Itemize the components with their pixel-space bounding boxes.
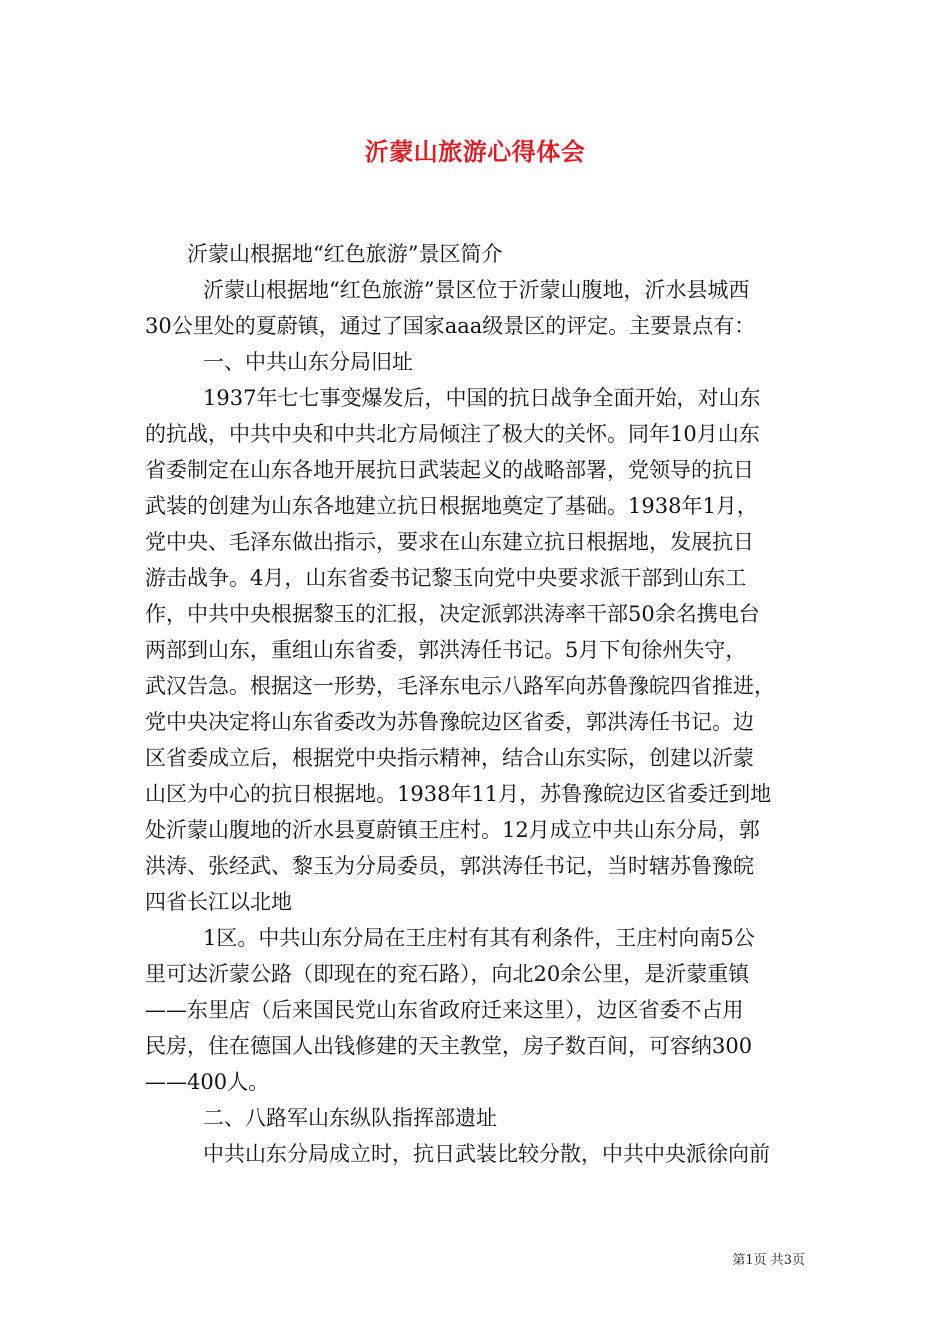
paragraph-line: 1937年七七事变爆发后，中国的抗日战争全面开始，对山东 [203,386,761,410]
paragraph-line: 沂蒙山根据地“红色旅游”景区位于沂蒙山腹地，沂水县城西 [203,278,750,302]
section-heading: 沂蒙山根据地“红色旅游”景区简介 [187,242,503,266]
paragraph-line: 山区为中心的抗日根据地。1938年11月，苏鲁豫皖边区省委迁到地 [145,782,772,806]
section-heading: 一、中共山东分局旧址 [203,350,413,374]
paragraph-line: 武汉告急。根据这一形势，毛泽东电示八路军向苏鲁豫皖四省推进， [145,674,775,698]
paragraph-line: 的抗战，中共中央和中共北方局倾注了极大的关怀。同年10月山东 [145,422,760,446]
paragraph-line: 省委制定在山东各地开展抗日武装起义的战略部署，党领导的抗日 [145,458,754,482]
paragraph-line: 武装的创建为山东各地建立抗日根据地奠定了基础。1938年1月， [145,494,758,518]
page-number: 第1页 共3页 [732,1253,805,1268]
paragraph-line: 里可达沂蒙公路（即现在的兖石路），向北20余公里，是沂蒙重镇 [145,962,750,986]
paragraph-line: 处沂蒙山腹地的沂水县夏蔚镇王庄村。12月成立中共山东分局，郭 [145,818,760,842]
paragraph-line: 两部到山东，重组山东省委，郭洪涛任书记。5月下旬徐州失守， [145,638,747,662]
paragraph-line: 30公里处的夏蔚镇，通过了国家aaa级景区的评定。主要景点有： [145,314,756,338]
paragraph-line: ——东里店（后来国民党山东省政府迁来这里），边区省委不占用 [145,998,744,1022]
paragraph-line: 作，中共中央根据黎玉的汇报，决定派郭洪涛率干部50余名携电台 [145,602,760,626]
paragraph-line: 民房，住在德国人出钱修建的天主教堂，房子数百间，可容纳300 [145,1034,753,1058]
paragraph-line: ——400人。 [145,1070,270,1094]
paragraph-line: 四省长江以北地 [145,890,292,914]
document-body [145,236,805,1172]
paragraph-line: 游击战争。4月，山东省委书记黎玉向党中央要求派干部到山东工 [145,566,747,590]
section-heading: 二、八路军山东纵队指挥部遗址 [203,1106,497,1130]
paragraph-line: 区省委成立后，根据党中央指示精神，结合山东实际，创建以沂蒙 [145,746,754,770]
document-title: 沂蒙山旅游心得体会 [364,137,586,166]
paragraph-line: 1区。中共山东分局在王庄村有其有利条件，王庄村向南5公 [203,926,755,950]
paragraph-line: 洪涛、张经武、黎玉为分局委员，郭洪涛任书记，当时辖苏鲁豫皖 [145,854,754,878]
paragraph-line: 党中央、毛泽东做出指示，要求在山东建立抗日根据地，发展抗日 [145,530,754,554]
paragraph-line: 中共山东分局成立时，抗日武装比较分散，中共中央派徐向前 [203,1142,770,1166]
paragraph-line: 党中央决定将山东省委改为苏鲁豫皖边区省委，郭洪涛任书记。边 [145,710,754,734]
